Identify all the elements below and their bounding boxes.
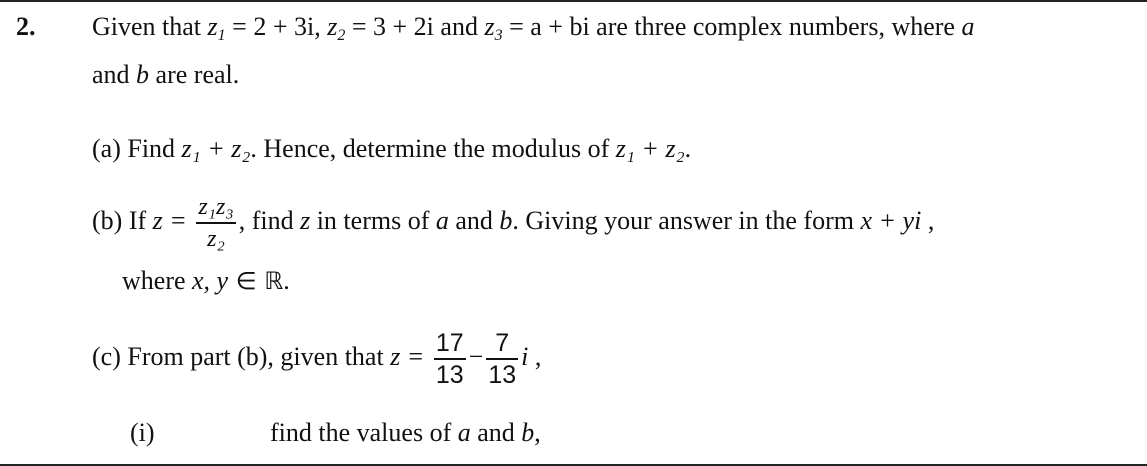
var-b: b [136, 60, 150, 89]
question-intro-line-1: Given that $z_1 = 2 + 3i$, $z_2 = 3 + 2i$ and $z_3 = a$ + bi are three complex numbers, where a [92, 12, 975, 44]
question-intro-line-2 [92, 60, 239, 90]
intro-suffix: are three complex numbers, where [589, 12, 962, 41]
z1-definition: = 2 + 3i [232, 12, 315, 41]
part-c-frac1-denominator: 13 [435, 361, 464, 389]
z3-symbol: $z_3$ [484, 12, 503, 44]
part-c-i-label: (i) [130, 418, 155, 447]
and-word: and [433, 12, 485, 41]
part-b-z-eq: z = [152, 205, 187, 235]
part-b-in-terms: in terms of [310, 205, 436, 235]
part-a-middle: . Hence, determine the modulus of [250, 134, 616, 163]
part-b-where: where [122, 266, 193, 295]
part-b-fraction [196, 192, 235, 254]
part-c-comma: , [528, 341, 542, 371]
part-c-label: (c) From part (b), given that [92, 341, 391, 371]
part-b-label: (b) If [92, 205, 153, 235]
part-b-giving: . Giving your answer in the form [512, 205, 861, 235]
part-a-expr2: z₁ + z₂ [615, 134, 685, 163]
part-c-frac2-denominator: 13 [488, 361, 517, 389]
part-b-and: and [448, 205, 500, 235]
part-a-expr1: z₁ + z₂ [181, 134, 251, 163]
intro-prefix: Given that [92, 12, 208, 41]
part-a-label: (a) Find [92, 134, 182, 163]
part-b-a: a [435, 205, 449, 235]
part-c-frac2-numerator: 7 [486, 328, 518, 360]
part-b-in-reals: ∈ ℝ [228, 267, 284, 295]
part-c-fraction-1 [434, 328, 466, 390]
question-number: 2. [16, 12, 36, 41]
part-b-after-frac: , find [238, 205, 301, 235]
part-c-i-and: and [470, 418, 522, 447]
part-b-xy: x, y [192, 266, 229, 295]
part-c-z-eq: z = [390, 341, 425, 371]
z2-symbol: $z_2$ [327, 12, 346, 44]
part-c-minus: − [468, 341, 484, 371]
part-c-fraction-2 [486, 328, 518, 390]
z2-definition: = 3 + 2i [351, 12, 434, 41]
part-b-comma: , [921, 205, 935, 235]
part-c-i-text [270, 418, 541, 448]
z1-symbol: $z_1$ [207, 12, 226, 44]
part-a-end: . [684, 134, 692, 163]
part-b-frac-numerator: z₁z₃ [196, 192, 235, 224]
var-a: a [961, 12, 975, 41]
part-c-i-prefix: find the values of [270, 418, 458, 447]
part-a [92, 134, 691, 164]
intro-line2: and [92, 60, 137, 89]
part-b-b: b [499, 205, 513, 235]
part-b-z: z [300, 205, 311, 235]
part-b-period: . [283, 266, 290, 295]
part-b-form: x + yi [860, 205, 922, 235]
part-c-frac1-numerator: 17 [434, 328, 466, 360]
part-b-line-1 [92, 192, 934, 254]
part-b-frac-denominator: z₂ [207, 226, 225, 252]
part-c-i-a: a [457, 418, 471, 447]
part-c-i-b: b [521, 418, 535, 447]
part-c-i: i [521, 341, 529, 371]
part-b-line-2 [122, 266, 290, 296]
part-c [92, 328, 541, 390]
part-c-i-end: , [534, 418, 541, 447]
intro-line2-suffix: are real. [149, 60, 240, 89]
z3-definition: = a + bi [509, 12, 590, 41]
